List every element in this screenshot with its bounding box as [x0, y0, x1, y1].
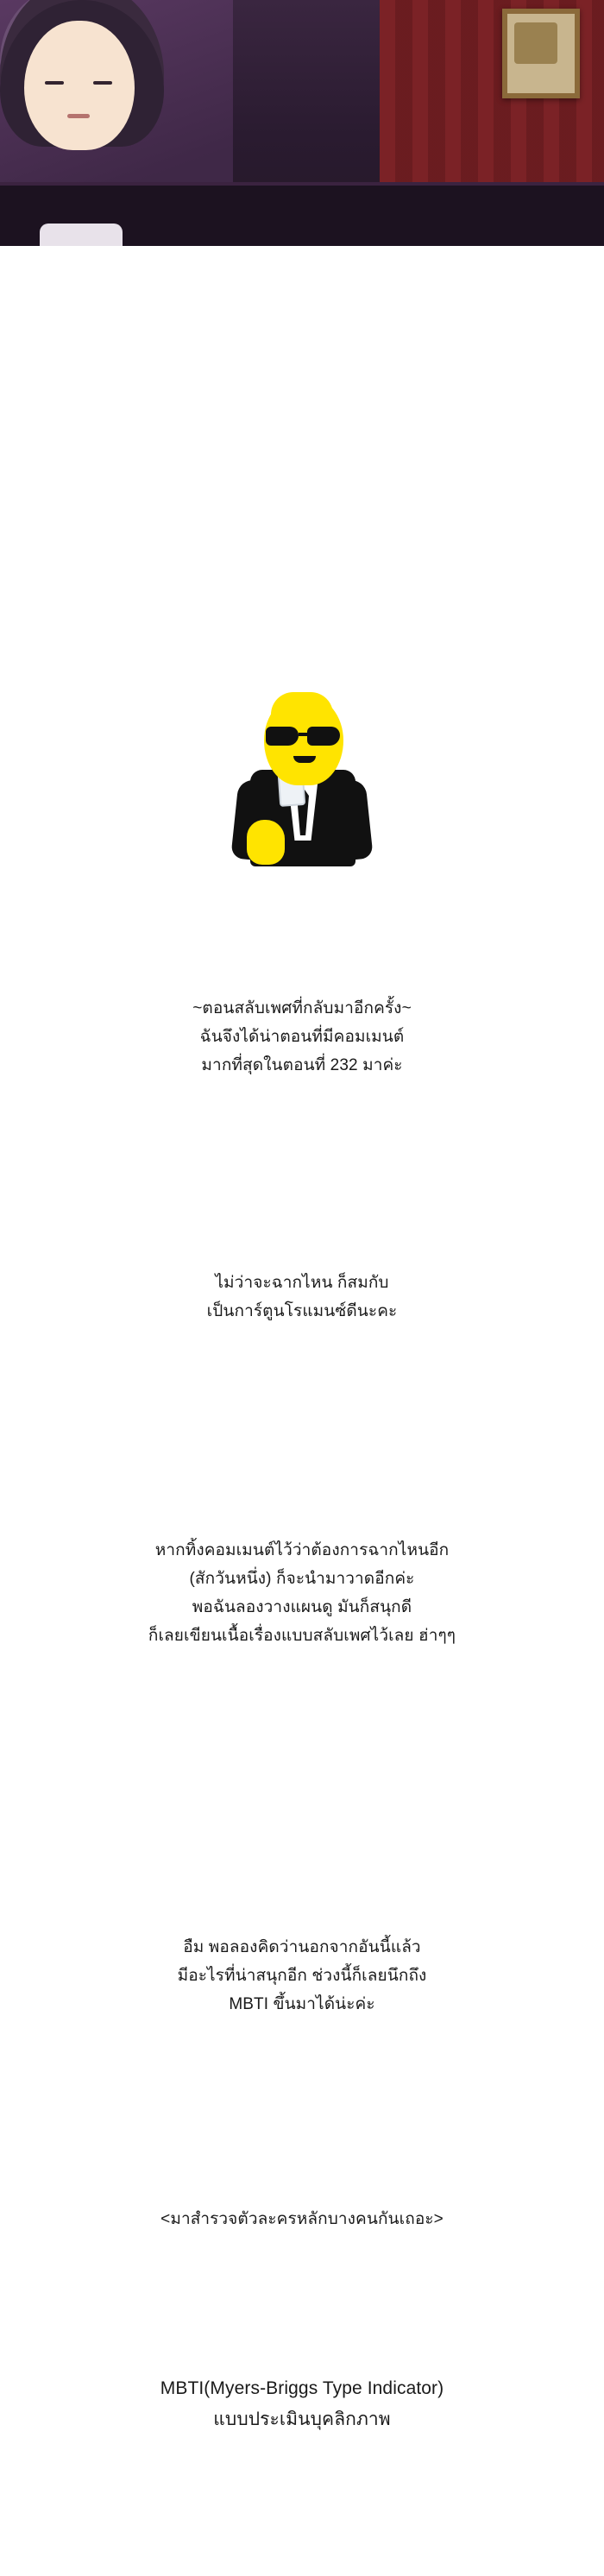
character-right-head [24, 21, 135, 150]
note-line: (สักวันหนึ่ง) ก็จะนำมาวาดอีกค่ะ [189, 1570, 415, 1588]
character-right-eye [93, 81, 112, 85]
mascot-hand [247, 820, 285, 865]
note-line: หากทิ้งคอมเมนต์ไว้ว่าต้องการฉากไหนอีก [154, 1541, 450, 1559]
mbti-subtitle: แบบประเมินบุคลิกภาพ [213, 2409, 391, 2429]
wall-picture-frame [502, 9, 580, 98]
note-line: พอฉันลองวางแผนดู มันก็สนุกดี [192, 1598, 412, 1616]
note-line: ก็เลยเขียนเนื้อเรื่องแบบสลับเพศไว้เลย ฮ่าๆๆ [148, 1627, 456, 1645]
mbti-title: MBTI(Myers-Briggs Type Indicator) [160, 2378, 444, 2398]
character-right-mouth [67, 114, 90, 118]
character-right-eye [45, 81, 64, 85]
note-line: มากที่สุดในตอนที่ 232 มาค่ะ [201, 1056, 403, 1074]
note-line: <มาสำรวจตัวละครหลักบางคนกันเถอะ> [160, 2210, 444, 2228]
note-line: MBTI ขึ้นมาได้น่ะค่ะ [229, 1995, 375, 2013]
mascot-mouth [293, 756, 316, 763]
sunglasses-right-lens [307, 727, 340, 746]
sunglasses-left-lens [266, 727, 299, 746]
note-line: ไม่ว่าจะฉากไหน ก็สมกับ [215, 1274, 389, 1292]
mascot-illustration [0, 690, 604, 880]
character-center-collar [40, 224, 123, 246]
mbti-heading [0, 2373, 604, 2435]
note-line: ฉันจึงได้น่าตอนที่มีคอมเมนต์ [199, 1028, 405, 1046]
sunglasses-icon [266, 727, 342, 746]
note-line: ~ตอนสลับเพศที่กลับมาอีกครั้ง~ [192, 999, 412, 1017]
comic-panel [0, 0, 604, 246]
author-note-1 [0, 994, 604, 1080]
sunglasses-bridge [299, 733, 307, 736]
mascot-hair [271, 692, 333, 715]
note-line: อืม พอลองคิดว่านอกจากอันนี้แล้ว [183, 1938, 421, 1956]
author-note-4 [0, 1933, 604, 2019]
author-note-2 [0, 1269, 604, 1326]
note-line: มีอะไรที่น่าสนุกอีก ช่วงนี้ก็เลยนึกถึง [177, 1967, 427, 1985]
author-note-3 [0, 1536, 604, 1650]
note-line: เป็นการ์ตูนโรแมนซ์ดีนะคะ [206, 1302, 398, 1320]
author-note-5 [0, 2205, 604, 2233]
